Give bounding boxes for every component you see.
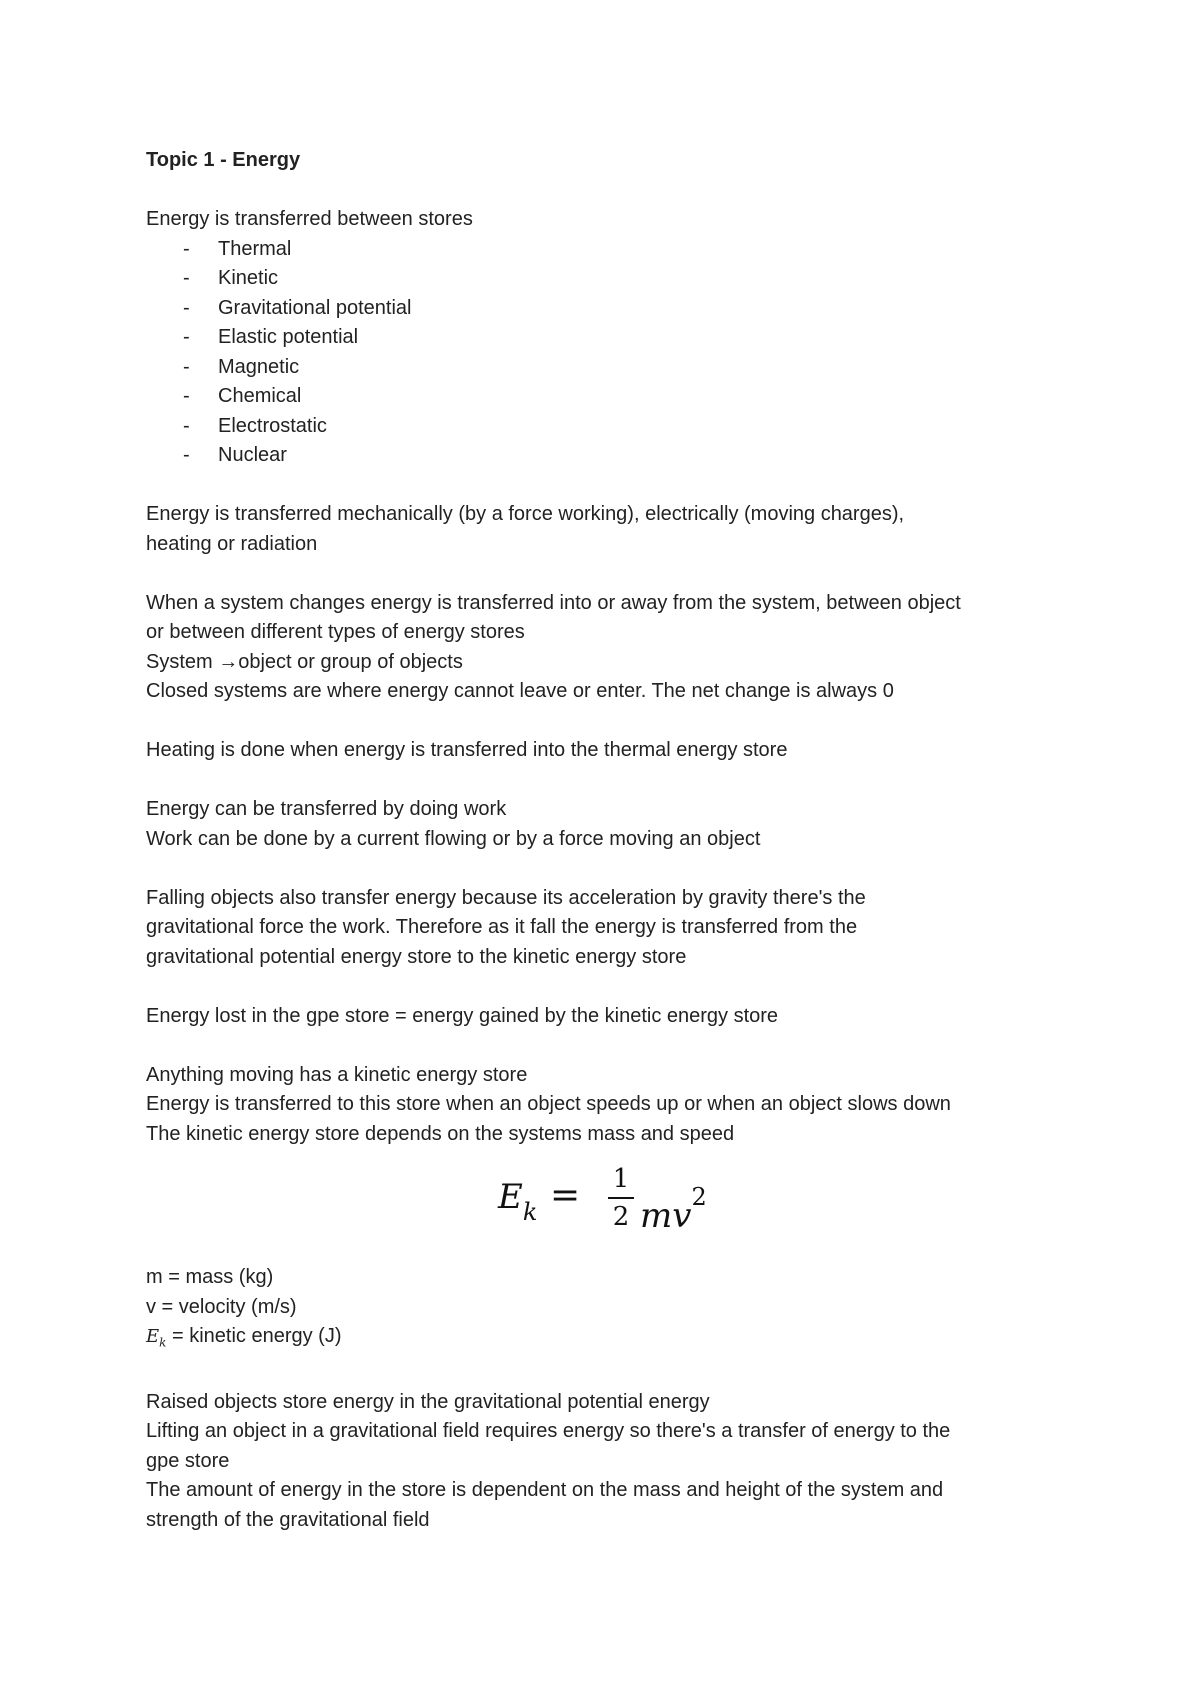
formula-rhs: $mv^2$: [640, 1183, 707, 1236]
dash-bullet: -: [183, 355, 190, 378]
dash-bullet: -: [183, 296, 190, 319]
fraction-denominator: 2: [612, 1202, 630, 1232]
variable-velocity: v = velocity (m/s): [146, 1295, 297, 1318]
paragraph-line: heating or radiation: [146, 532, 318, 555]
paragraph-line: Falling objects also transfer energy because its acceleration by gravity there's the: [146, 886, 866, 909]
variable-kinetic-energy: $E_k$ = kinetic energy (J): [146, 1325, 342, 1350]
formula-fraction: [608, 1163, 634, 1233]
paragraph-line: gravitational potential energy store to the kinetic energy store: [146, 945, 687, 968]
dash-bullet: -: [183, 385, 190, 407]
kinetic-energy-formula: [146, 1157, 1066, 1263]
paragraph-line: strength of the gravitational field: [146, 1508, 430, 1531]
page-title: Topic 1 - Energy: [146, 149, 301, 171]
paragraph-line: Anything moving has a kinetic energy store: [146, 1063, 528, 1086]
paragraph-line: The amount of energy in the store is dependent on the mass and height of the system and: [146, 1479, 944, 1502]
list-item: - Electrostatic: [146, 412, 1066, 442]
dash-bullet: -: [183, 237, 190, 260]
fraction-bar: [608, 1197, 634, 1199]
variable-mass: m = mass (kg): [146, 1266, 274, 1288]
paragraph-line: Energy is transferred mechanically (by a force working), electrically (moving charges),: [146, 503, 905, 525]
list-item: - Nuclear: [146, 441, 1066, 471]
paragraph-line: Energy lost in the gpe store = energy gained by the kinetic energy store: [146, 1004, 779, 1027]
fraction-numerator: 1: [612, 1164, 630, 1194]
paragraph-line: Energy is transferred to this store when an object speeds up or when an object slows down: [146, 1093, 951, 1115]
formula-equals: =: [550, 1175, 581, 1216]
paragraph-line: gpe store: [146, 1449, 230, 1472]
dash-bullet: -: [183, 414, 190, 437]
paragraph-line: System →object or group of objects: [146, 650, 463, 673]
dash-bullet: -: [183, 326, 190, 348]
dash-bullet: -: [183, 444, 190, 466]
list-item: - Gravitational potential: [146, 294, 1066, 324]
paragraph-line: or between different types of energy stores: [146, 621, 525, 643]
list-item: - Chemical: [146, 382, 1066, 412]
paragraph-line: When a system changes energy is transferred into or away from the system, between object: [146, 591, 961, 614]
paragraph-line: Lifting an object in a gravitational field requires energy so there's a transfer of energy to the: [146, 1420, 951, 1443]
energy-stores-list: [146, 235, 1066, 471]
list-item: - Magnetic: [146, 353, 1066, 383]
paragraph-line: Work can be done by a current flowing or by a force moving an object: [146, 827, 761, 850]
paragraph-line: Heating is done when energy is transferred into the thermal energy store: [146, 739, 788, 761]
paragraph-line: Closed systems are where energy cannot leave or enter. The net change is always 0: [146, 680, 894, 702]
paragraph-line: Raised objects store energy in the gravitational potential energy: [146, 1390, 710, 1413]
formula-lhs: $E_k$: [498, 1177, 538, 1226]
list-item: - Elastic potential: [146, 323, 1066, 353]
dash-bullet: -: [183, 267, 190, 289]
list-item: - Kinetic: [146, 264, 1066, 294]
paragraph-line: The kinetic energy store depends on the systems mass and speed: [146, 1122, 735, 1145]
stores-intro: Energy is transferred between stores: [146, 208, 473, 230]
ek-symbol: $E_k$: [146, 1326, 167, 1350]
list-item: - Thermal: [146, 235, 1066, 265]
document-body: [146, 146, 1066, 1535]
paragraph-line: gravitational force the work. Therefore as it fall the energy is transferred from the: [146, 916, 858, 938]
paragraph-line: Energy can be transferred by doing work: [146, 798, 507, 820]
